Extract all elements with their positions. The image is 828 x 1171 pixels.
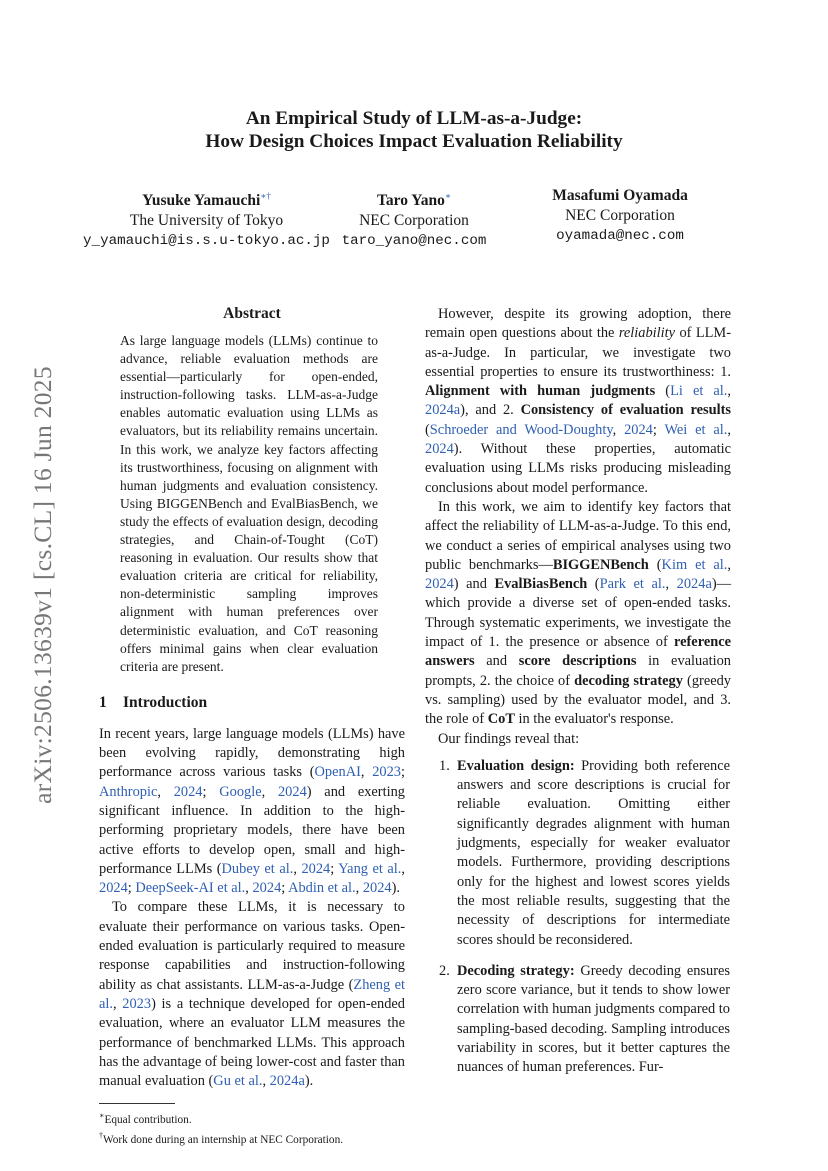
section-heading [99,694,405,712]
title-line-1: An Empirical Study of LLM-as-a-Judge: [245,108,583,129]
citation-link[interactable]: Schroeder and Wood-Doughty [429,421,613,438]
footnote-1: ∗Equal contribution. [99,1111,192,1127]
citation-link[interactable]: Kim et al. [661,556,728,573]
abstract-heading: Abstract [223,305,281,322]
citation-link[interactable]: Abdin et al. [288,880,356,897]
right-paragraph-2: In this work, we aim to identify key factors that affect the reliability of LLM-as-a-Judge. To this end, we conduct a series of empirical analyses using two public benchmarks—BIGGENBench (Kim et al., 2024) and EvalBiasBench (Park et al., 2024a)—which provide a diverse set of open-ended tasks. Through systematic experiments, we investigate the impact of 1. the presence or absence of reference answers and score descriptions in evaluation prompts, 2. the choice of decoding strategy (greedy vs. sampling) used by the evaluator model, and 3. the role of CoT in the evaluator's response. [425,498,732,728]
list-item-title: Decoding strategy: [457,962,575,979]
list-item-text: Providing both reference answers and score descriptions is crucial for reliable evaluation. Omitting either significantly degrades alignment with human judgments, especially for weaker evaluator models. Furthermore, providing descriptions only for the highest and lowest scores yields the most reliable results, suggesting that the necessity of descriptions for intermediate scores should be reconsidered. [457,757,730,948]
citation-year-link[interactable]: 2023 [372,764,401,781]
footnote-rule [99,1103,175,1104]
citation-year-link[interactable]: 2024 [425,576,454,593]
citation-year-link[interactable]: 2024a [676,576,712,593]
citation-year-link[interactable]: 2024 [362,880,392,897]
author-block-1 [79,186,334,251]
citation-link[interactable]: Li et al. [670,383,728,400]
list-item-text: Greedy decoding ensures zero score variance, but it tends to show lower correlation with human judgments compared to sampling-based decoding. Sampling introduces variability in scores, but it better captures the nuances of human preferences. Fur- [457,962,730,1076]
author-marks: ∗ [444,191,452,201]
footnote-2: †Work done during an internship at NEC Corporation. [99,1131,344,1146]
citation-link[interactable]: Yang et al. [338,860,402,877]
paper-title [0,107,828,153]
citation-link[interactable]: Wei et al. [664,421,728,438]
citation-link[interactable]: Park et al. [599,576,666,593]
right-paragraph-1: However, despite its growing adoption, there remain open questions about the reliability of LLM-as-a-Judge. In particular, we investigate two essential properties to ensure its trustworthiness: 1. Alignment with human judgments (Li et al., 2024a), and 2. Consistency of evaluation results (Schroeder and Wood-Doughty, 2024; Wei et al., 2024). Without these properties, automatic evaluation using LLMs risks producing misleading conclusions about model performance. [425,306,732,496]
list-item [425,962,731,1078]
author-email: oyamada@nec.com [556,228,684,244]
citation-link[interactable]: Anthropic [99,783,158,800]
author-block-3 [530,186,710,246]
citation-year-link[interactable]: 2024 [624,421,653,438]
author-marks: ∗† [260,191,271,201]
author-affiliation: The University of Tokyo [129,212,284,230]
list-item-title: Evaluation design: [457,757,575,774]
list-item-number: 1. [439,757,450,774]
citation-year-link[interactable]: 2024 [425,441,454,458]
intro-paragraph-2: To compare these LLMs, it is necessary to evaluate their performance on various tasks. Open-ended evaluation is particularly required to measure response capabilities and instruction-following ability as chat assistants. LLM-as-a-Judge (Zheng et al., 2023) is a technique developed for open-ended evaluation, where an evaluator LLM measures the performance of benchmarked LLMs. This approach has the advantage of being lower-cost and faster than manual evaluation (Gu et al., 2024a). [99,899,405,1090]
author-affiliation: NEC Corporation [359,212,469,230]
citation-year-link[interactable]: 2024 [301,860,331,877]
section-title: Introduction [123,693,208,711]
author-email: taro_yano@nec.com [341,233,487,250]
list-item [425,757,731,950]
findings-list [425,757,731,1078]
author-email: y_yamauchi@is.s.u-tokyo.ac.jp [83,233,330,250]
section-number: 1 [99,693,107,711]
citation-link[interactable]: DeepSeek-AI et al. [135,880,246,897]
author-name: Taro Yano [376,192,445,210]
citation-year-link[interactable]: 2024a [269,1073,305,1090]
citation-year-link[interactable]: 2024 [99,880,128,897]
list-item-number: 2. [439,962,450,979]
citation-year-link[interactable]: 2023 [122,995,152,1012]
left-column [99,305,405,1148]
right-column [425,305,731,1078]
author-block-2 [334,186,494,251]
citation-link[interactable]: Gu et al. [213,1073,263,1090]
author-name: Yusuke Yamauchi [142,192,261,210]
citation-year-link[interactable]: 2024 [277,783,307,800]
arxiv-identifier: arXiv:2506.13639v1 [cs.CL] 16 Jun 2025 [28,366,57,804]
citation-link[interactable]: Zheng et al. [99,976,405,1012]
citation-link[interactable]: OpenAI [314,764,361,781]
citation-year-link[interactable]: 2024a [425,402,461,419]
citation-year-link[interactable]: 2024 [173,783,203,800]
author-name: Masafumi Oyamada [552,187,688,204]
abstract-text: As large language models (LLMs) continue to advance, reliable evaluation methods are essential—particularly for open-ended, instruction-following tasks. LLM-as-a-Judge enables automatic evaluation using LLMs as evaluators, but its reliability remains uncertain. In this work, we analyze key factors affecting its trustworthiness, focusing on alignment with human judgments and evaluation consistency. Using BIGGENBench and EvalBiasBench, we study the effects of evaluation design, decoding strategies, and Chain-of-Tought (CoT) reasoning in evaluation. Our results show that evaluation criteria are critical for reliability, non-deterministic sampling improves alignment with human preferences over deterministic evaluation, and CoT reasoning offers minimal gains when clear evaluation criteria are present. [120,333,378,674]
citation-link[interactable]: Google [219,783,262,800]
title-line-2: How Design Choices Impact Evaluation Reliability [205,131,623,152]
intro-paragraph-1: In recent years, large language models (LLMs) have been evolving rapidly, demonstrating high performance across various tasks (OpenAI, 2023; Anthropic, 2024; Google, 2024) and exerting significant influence. In addition to the high-performing proprietary models, there have been active efforts to develop open, small and high-performance LLMs (Dubey et al., 2024; Yang et al., 2024; DeepSeek-AI et al., 2024; Abdin et al., 2024). [99,725,405,897]
citation-link[interactable]: Dubey et al. [221,860,294,877]
author-affiliation: NEC Corporation [565,207,675,224]
citation-year-link[interactable]: 2024 [252,880,282,897]
right-paragraph-3: Our findings reveal that: [438,730,580,747]
